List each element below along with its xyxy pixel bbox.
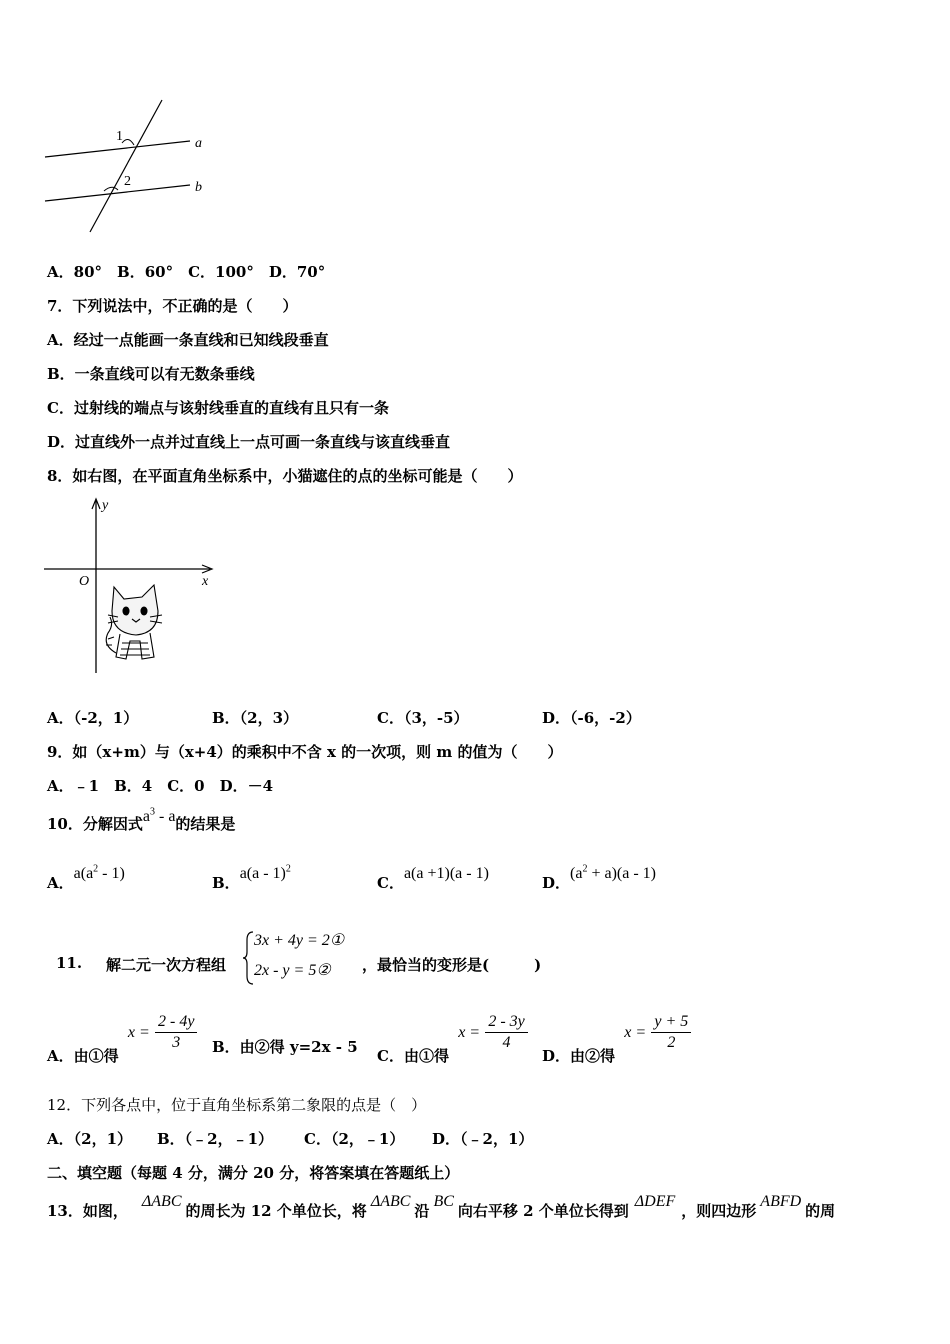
line-a-label: a [195, 136, 202, 151]
line-b [45, 185, 190, 201]
q8-option-d: D．（-6，-2） [542, 709, 641, 727]
q13-stem: 13．如图，ΔABC的周长为 12 个单位长，将ΔABC沿BC向右平移 2 个单位长得到ΔDEF，则四边形ABFD的周 [47, 1193, 836, 1220]
section-2-title: 二、填空题（每题 4 分，满分 20 分，将答案填在答题纸上） [47, 1164, 460, 1182]
q8-stem: 8．如右图，在平面直角坐标系中，小猫遮住的点的坐标可能是（ ） [47, 467, 523, 485]
angle-1-arc [122, 139, 134, 145]
angle-1-label: 1 [116, 129, 123, 144]
angle-2-arc [104, 187, 118, 191]
q8-option-c: C．（3，-5） [377, 709, 469, 727]
q10-stem [47, 806, 236, 834]
origin-label: O [79, 574, 90, 589]
q11-option-c: C．由①得 x = $\frac{2 - 3y}{4}$ [377, 1012, 528, 1053]
q11-option-d: D．由②得 x = $\frac{y + 5}{2}$ [542, 1012, 691, 1053]
q11-number: 11. [56, 954, 83, 972]
q11-equation-2: 2x - y = 5② [254, 962, 331, 979]
line-b-label: b [195, 180, 202, 195]
y-axis-label: y [102, 498, 109, 513]
q10-option-c: C．a(a +1)(a - 1) [377, 865, 489, 892]
q7-stem: 7．下列说法中，不正确的是（ ） [47, 297, 298, 315]
q12-option-d: D．（﹣2，1） [432, 1130, 534, 1148]
q7-option-c: C．过射线的端点与该射线垂直的直线有且只有一条 [47, 399, 389, 417]
q11-equation-1: 3x + 4y = 2① [254, 932, 345, 949]
q12-option-b: B．（﹣2，﹣1） [157, 1130, 274, 1148]
q10-prefix: 10．分解因式 [47, 815, 143, 833]
q11-prefix: 解二元一次方程组 [106, 956, 227, 974]
q8-option-b: B．（2，3） [212, 709, 299, 727]
q11-suffix: ，最恰当的变形是( ) [362, 956, 542, 974]
q7-option-d: D．过直线外一点并过直线上一点可画一条直线与该直线垂直 [47, 433, 451, 451]
q6-options: A．80° B．60° C．100° D．70° [47, 263, 326, 281]
q12-option-a: A．（2，1） [47, 1130, 133, 1148]
q12-stem: 12．下列各点中，位于直角坐标系第二象限的点是（ ） [47, 1096, 427, 1114]
q10-option-d: D．$(a^2 + a)(a - 1)$ [542, 863, 656, 892]
q10-option-b: B．a(a - 1)$^2$ [212, 863, 291, 892]
q12-option-c: C．（2，﹣1） [304, 1130, 405, 1148]
cat-icon [106, 585, 162, 659]
x-axis-label: x [202, 574, 209, 589]
q7-option-b: B．一条直线可以有无数条垂线 [47, 365, 255, 383]
transversal [90, 100, 162, 232]
coordinate-plane-figure [42, 493, 222, 683]
parallel-lines-figure [40, 95, 210, 215]
q10-expression: $a^3$ - a [142, 806, 176, 825]
q10-option-a: A．$a(a^2 - 1)$ [47, 863, 125, 892]
q11-option-b: B．由②得 y=2x - 5 [212, 1038, 358, 1056]
q8-option-a: A．（-2，1） [47, 709, 139, 727]
q10-suffix: 的结果是 [175, 815, 236, 833]
q7-option-a: A．经过一点能画一条直线和已知线段垂直 [47, 331, 329, 349]
q11-option-a: A．由①得 x = $\frac{2 - 4y}{3}$ [47, 1012, 197, 1053]
q9-options: A．﹣1 B．4 C．0 D．－4 [47, 777, 274, 795]
angle-2-label: 2 [124, 174, 131, 189]
q9-stem: 9．如（x+m）与（x+4）的乘积中不含 x 的一次项，则 m 的值为（ ） [47, 743, 563, 761]
